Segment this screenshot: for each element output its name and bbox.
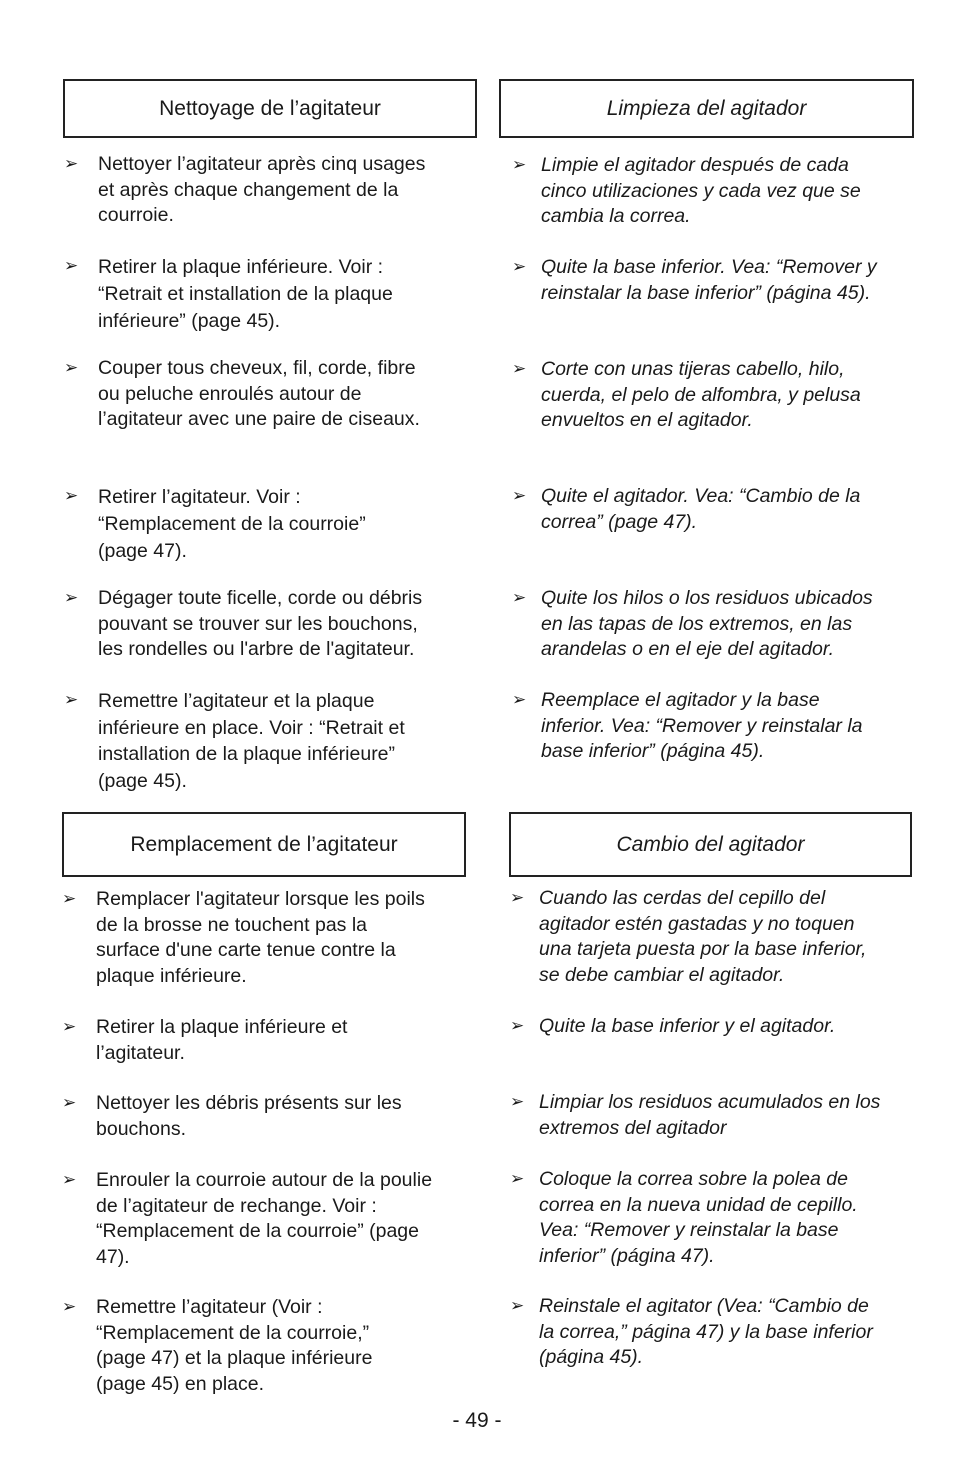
heading-limpieza-agitador [499,79,914,138]
list-item-fr-cleaning-4: ➢ Retirer l’agitateur. Voir : “Remplacement de la courroie” (page 47). [64,486,366,562]
list-item-es-replacement-1: ➢ Cuando las cerdas del cepillo del agitador estén gastadas y no toquen una tarjeta puesta por la base inferior, se debe cambiar el agitador. [510,887,867,986]
heading-nettoyage-agitateur [63,79,477,138]
bullet-arrow-icon: ➢ [62,1170,77,1190]
list-item-fr-replacement-1: ➢ Remplacer l'agitateur lorsque les poils de la brosse ne touchent pas la surface d'une carte tenue contre la plaque inférieure. [62,888,425,987]
list-item-fr-cleaning-5: ➢ Dégager toute ficelle, corde ou débris pouvant se trouver sur les bouchons, les rondelles ou l'arbre de l'agitateur. [64,587,423,660]
bullet-arrow-icon: ➢ [512,690,527,710]
bullet-arrow-icon: ➢ [64,588,79,608]
list-item-fr-replacement-5: ➢ Remettre l’agitateur (Voir : “Remplacement de la courroie,” (page 47) et la plaque inférieure (page 45) en place. [62,1296,373,1395]
bullet-arrow-icon: ➢ [512,359,527,379]
bullet-arrow-icon: ➢ [512,155,527,175]
list-item-fr-cleaning-6: ➢ Remettre l’agitateur et la plaque inférieure en place. Voir : “Retrait et installation de la plaque inférieure” (page 45). [64,690,405,792]
list-item-es-replacement-3: ➢ Limpiar los residuos acumulados en los extremos del agitador [510,1091,881,1139]
bullet-arrow-icon: ➢ [510,1296,525,1316]
bullet-arrow-icon: ➢ [64,256,79,276]
bullet-arrow-icon: ➢ [64,486,79,506]
bullet-arrow-icon: ➢ [64,690,79,710]
list-item-fr-cleaning-1: ➢ Nettoyer l’agitateur après cinq usages et après chaque changement de la courroie. [64,153,426,226]
list-item-es-replacement-5: ➢ Reinstale el agitator (Vea: “Cambio de la correa,” página 47) y la base inferior (página 45). [510,1295,873,1368]
list-item-es-cleaning-5: ➢ Quite los hilos o los residuos ubicados en las tapas de los extremos, en las arandelas o en el eje del agitador. [512,587,873,660]
heading-remplacement-agitateur [62,812,466,877]
list-item-fr-cleaning-2: ➢ Retirer la plaque inférieure. Voir : “Retrait et installation de la plaque inférieure” (page 45). [64,256,393,332]
bullet-arrow-icon: ➢ [510,1169,525,1189]
bullet-arrow-icon: ➢ [510,1016,525,1036]
bullet-arrow-icon: ➢ [512,486,527,506]
list-item-es-replacement-4: ➢ Coloque la correa sobre la polea de correa en la nueva unidad de cepillo. Vea: “Remover y reinstalar la base inferior” (página 47). [510,1168,858,1267]
bullet-arrow-icon: ➢ [62,1017,77,1037]
bullet-arrow-icon: ➢ [62,1093,77,1113]
bullet-arrow-icon: ➢ [64,154,79,174]
list-item-fr-replacement-2: ➢ Retirer la plaque inférieure et l’agitateur. [62,1016,348,1064]
bullet-arrow-icon: ➢ [510,888,525,908]
list-item-fr-replacement-3: ➢ Nettoyer les débris présents sur les bouchons. [62,1092,402,1140]
list-item-es-cleaning-4: ➢ Quite el agitador. Vea: “Cambio de la correa” (page 47). [512,485,861,533]
bullet-arrow-icon: ➢ [512,588,527,608]
list-item-es-cleaning-3: ➢ Corte con unas tijeras cabello, hilo, cuerda, el pelo de alfombra, y pelusa envueltos en el agitador. [512,358,861,431]
bullet-arrow-icon: ➢ [62,889,77,909]
heading-text: Remplacement de l’agitateur [130,832,398,856]
list-item-fr-cleaning-3: ➢ Couper tous cheveux, fil, corde, fibre ou peluche enroulés autour de l’agitateur avec une paire de ciseaux. [64,357,420,430]
list-item-es-replacement-2: ➢ Quite la base inferior y el agitador. [510,1014,935,1040]
list-item-es-cleaning-1: ➢ Limpie el agitador después de cada cinco utilizaciones y cada vez que se cambia la correa. [512,154,861,227]
list-item-fr-replacement-4: ➢ Enrouler la courroie autour de la poulie de l’agitateur de rechange. Voir : “Remplacement de la courroie” (page 47). [62,1169,433,1268]
heading-text: Cambio del agitador [616,832,805,856]
heading-cambio-agitador [509,812,912,877]
list-item-es-cleaning-6: ➢ Reemplace el agitador y la base inferior. Vea: “Remover y reinstalar la base inferior” (página 45). [512,689,863,762]
heading-text: Nettoyage de l’agitateur [159,96,381,120]
bullet-arrow-icon: ➢ [62,1297,77,1317]
bullet-arrow-icon: ➢ [512,257,527,277]
page-number: - 49 - [452,1409,502,1432]
bullet-arrow-icon: ➢ [64,358,79,378]
heading-text: Limpieza del agitador [606,96,807,120]
bullet-arrow-icon: ➢ [510,1092,525,1112]
list-item-es-cleaning-2: ➢ Quite la base inferior. Vea: “Remover y reinstalar la base inferior” (página 45). [512,256,877,304]
